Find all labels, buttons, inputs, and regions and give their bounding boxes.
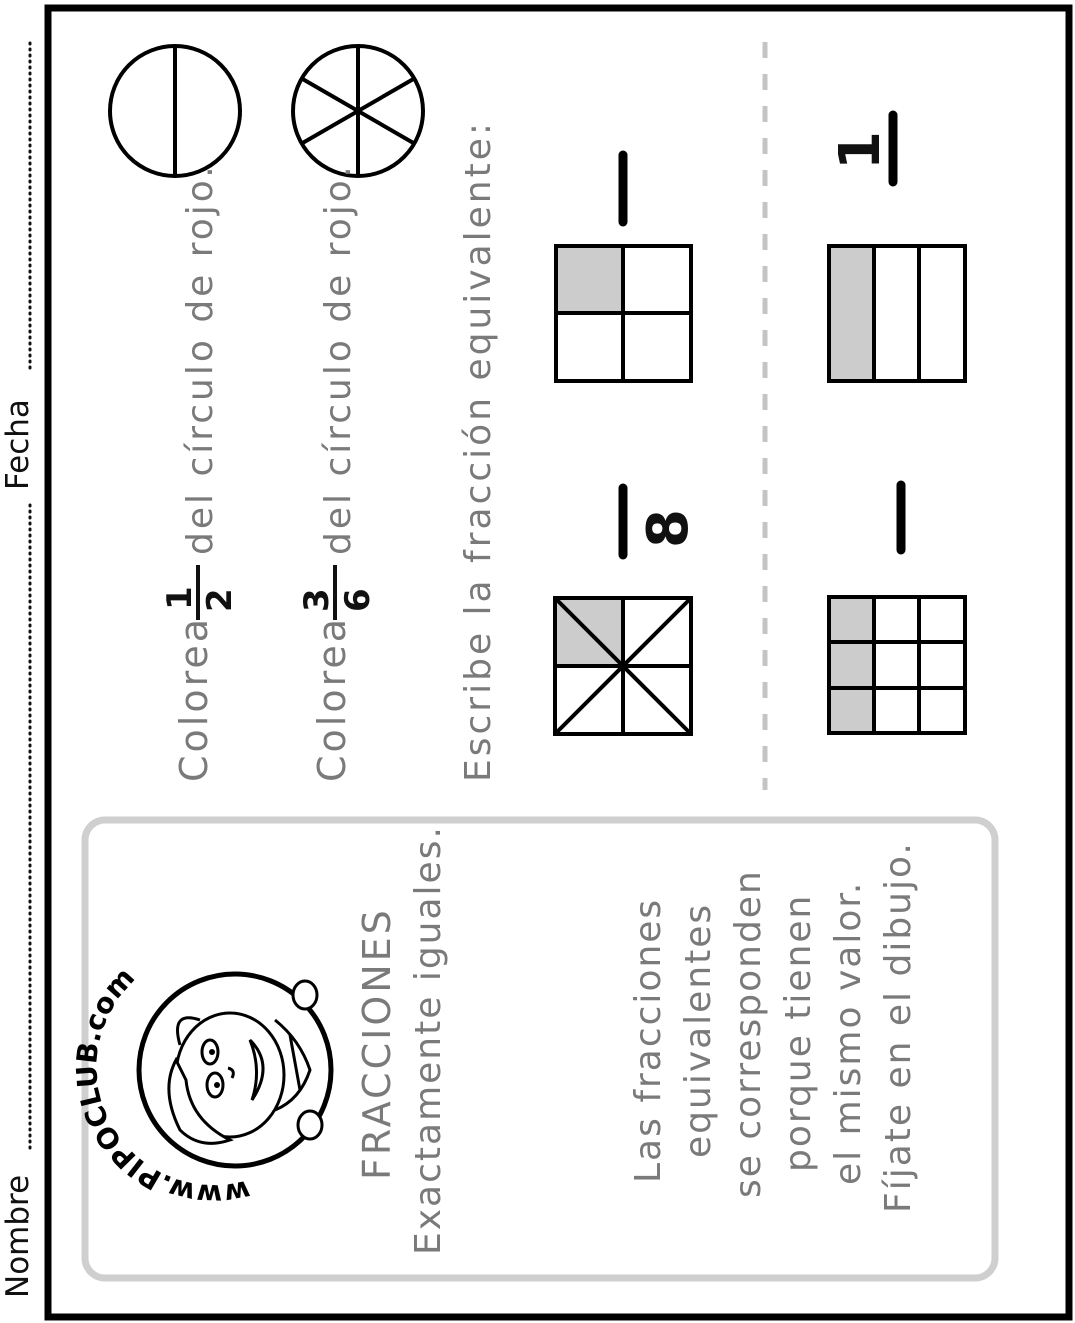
ex2-verb: Colorea xyxy=(310,615,354,782)
ex1-verb: Colorea xyxy=(172,615,216,782)
ex1-denominator: 2 xyxy=(200,588,240,612)
pair2-given-numerator: 1 xyxy=(828,131,893,170)
square-eighths xyxy=(555,598,691,734)
info-body-line-5: el mismo valor. xyxy=(828,880,869,1185)
ex1-numerator: 1 xyxy=(160,586,200,610)
info-body-line-3: se corresponden xyxy=(728,869,769,1198)
logo-brand-text: www.PIPOCLUB.com xyxy=(70,961,254,1212)
ex2-denominator: 6 xyxy=(338,588,378,612)
ex2-rest: del círculo de rojo. xyxy=(318,163,359,555)
circle-halves[interactable] xyxy=(110,46,240,176)
info-body-line-1: Las fracciones xyxy=(628,897,669,1183)
info-body-line-6: Fíjate en el dibujo. xyxy=(878,841,919,1213)
info-body-line-2: equivalentes xyxy=(678,902,719,1158)
ex2-numerator: 3 xyxy=(297,588,337,612)
circle-sixths[interactable] xyxy=(293,46,423,176)
pipoclub-logo xyxy=(139,974,331,1166)
square-ninths xyxy=(829,597,965,733)
ex1-rest: del círculo de rojo. xyxy=(180,163,221,555)
info-body-line-4: porque tienen xyxy=(778,893,819,1172)
square-thirds xyxy=(829,246,965,381)
ex3-instruction: Escribe la fracción equivalente: xyxy=(458,120,499,782)
fecha-label: Fecha xyxy=(0,399,36,490)
nombre-label: Nombre xyxy=(0,1174,36,1298)
square-quarters xyxy=(556,246,691,381)
info-title: FRACCIONES xyxy=(355,907,399,1180)
info-subtitle: Exactamente iguales. xyxy=(408,825,449,1255)
pair1-given-denominator: 8 xyxy=(636,509,701,548)
